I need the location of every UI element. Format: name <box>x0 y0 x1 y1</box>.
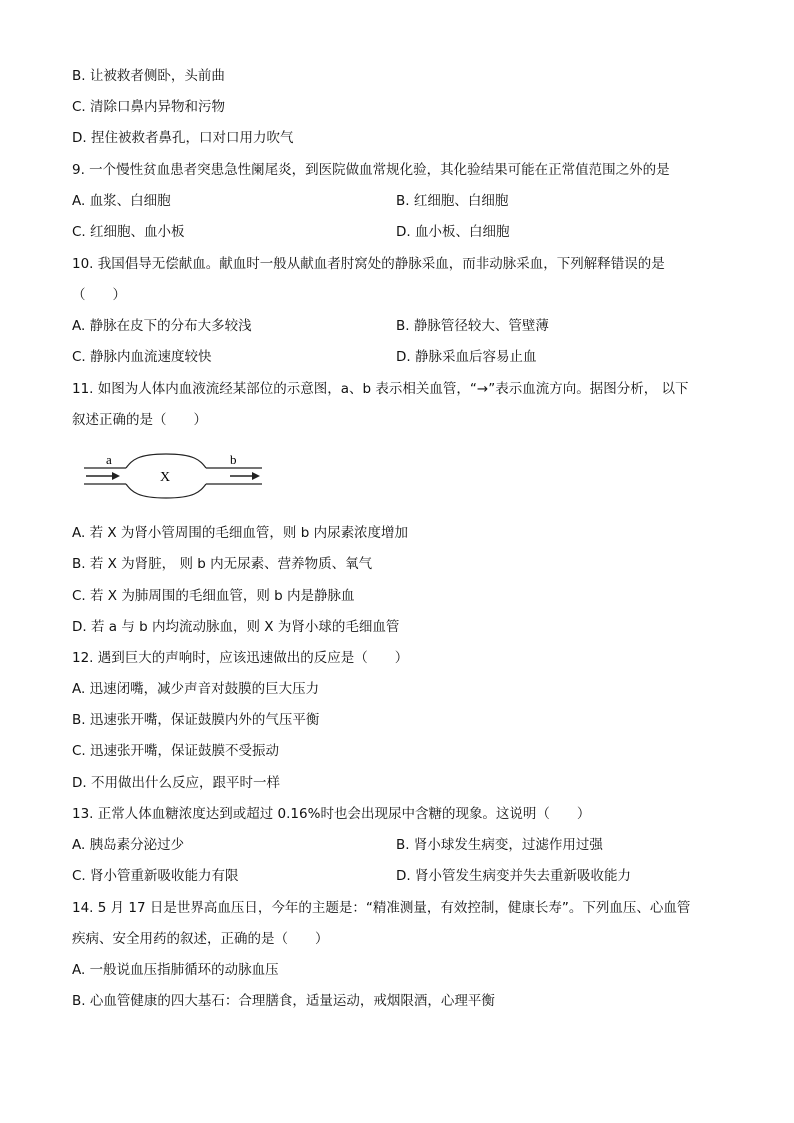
q13-option-a: A. 胰岛素分泌过少 <box>72 837 185 853</box>
organ-x-lower-outline <box>126 484 206 498</box>
q12-option-a: A. 迅速闭嘴，减少声音对鼓膜的巨大压力 <box>72 681 320 697</box>
q12-option-d: D. 不用做出什么反应，跟平时一样 <box>72 775 280 791</box>
blood-flow-diagram <box>80 440 270 510</box>
q13-option-c: C. 肾小管重新吸收能力有限 <box>72 868 239 884</box>
label-x: X <box>160 470 171 485</box>
q13-stem: 13. 正常人体血糖浓度达到或超过 0.16%时也会出现尿中含糖的现象。这说明（ ） <box>72 806 591 822</box>
flow-arrow-b-icon <box>252 472 260 480</box>
q10-option-c: C. 静脉内血流速度较快 <box>72 349 212 365</box>
q13-option-b: B. 肾小球发生病变，过滤作用过强 <box>396 837 603 853</box>
q11-option-b: B. 若 X 为肾脏， 则 b 内无尿素、营养物质、氧气 <box>72 556 373 572</box>
q9-option-d: D. 血小板、白细胞 <box>396 224 510 240</box>
q8-option-d: D. 捏住被救者鼻孔，口对口用力吹气 <box>72 130 294 146</box>
q9-option-c: C. 红细胞、血小板 <box>72 224 185 240</box>
q11-stem-line2: 叙述正确的是（ ） <box>72 412 207 428</box>
q9-option-b: B. 红细胞、白细胞 <box>396 193 509 209</box>
q9-stem: 9. 一个慢性贫血患者突患急性阑尾炎，到医院做血常规化验，其化验结果可能在正常值范围之外的是 <box>72 162 670 178</box>
q8-option-b: B. 让被救者侧卧，头前曲 <box>72 68 225 84</box>
q10-option-b: B. 静脉管径较大、管壁薄 <box>396 318 549 334</box>
organ-x-upper-outline <box>126 454 206 468</box>
q14-option-b: B. 心血管健康的四大基石：合理膳食，适量运动，戒烟限酒，心理平衡 <box>72 993 495 1009</box>
q11-stem-line1: 11. 如图为人体内血液流经某部位的示意图，a、b 表示相关血管，“→”表示血流方向。据图分析， 以下 <box>72 381 689 397</box>
q12-option-c: C. 迅速张开嘴，保证鼓膜不受振动 <box>72 743 280 759</box>
q10-stem: 10. 我国倡导无偿献血。献血时一般从献血者肘窝处的静脉采血，而非动脉采血，下列解释错误的是 <box>72 256 665 272</box>
q10-option-d: D. 静脉采血后容易止血 <box>396 349 537 365</box>
q14-stem-line1: 14. 5 月 17 日是世界高血压日，今年的主题是：“精准测量，有效控制，健康长寿”。下列血压、心血管 <box>72 900 691 916</box>
label-b: b <box>230 452 237 467</box>
q14-option-a: A. 一般说血压指肺循环的动脉血压 <box>72 962 279 978</box>
q11-option-a: A. 若 X 为肾小管周围的毛细血管，则 b 内尿素浓度增加 <box>72 525 409 541</box>
q11-option-d: D. 若 a 与 b 内均流动脉血，则 X 为肾小球的毛细血管 <box>72 619 400 635</box>
q8-option-c: C. 清除口鼻内异物和污物 <box>72 99 226 115</box>
q10-option-a: A. 静脉在皮下的分布大多较浅 <box>72 318 252 334</box>
q13-option-d: D. 肾小管发生病变并失去重新吸收能力 <box>396 868 631 884</box>
label-a: a <box>106 452 112 467</box>
q14-stem-line2: 疾病、安全用药的叙述，正确的是（ ） <box>72 931 329 947</box>
flow-arrow-a-icon <box>112 472 120 480</box>
q12-stem: 12. 遇到巨大的声响时，应该迅速做出的反应是（ ） <box>72 650 409 666</box>
q10-bracket: （ ） <box>72 287 126 303</box>
q11-option-c: C. 若 X 为肺周围的毛细血管，则 b 内是静脉血 <box>72 588 355 604</box>
q9-option-a: A. 血浆、白细胞 <box>72 193 171 209</box>
q12-option-b: B. 迅速张开嘴，保证鼓膜内外的气压平衡 <box>72 712 320 728</box>
